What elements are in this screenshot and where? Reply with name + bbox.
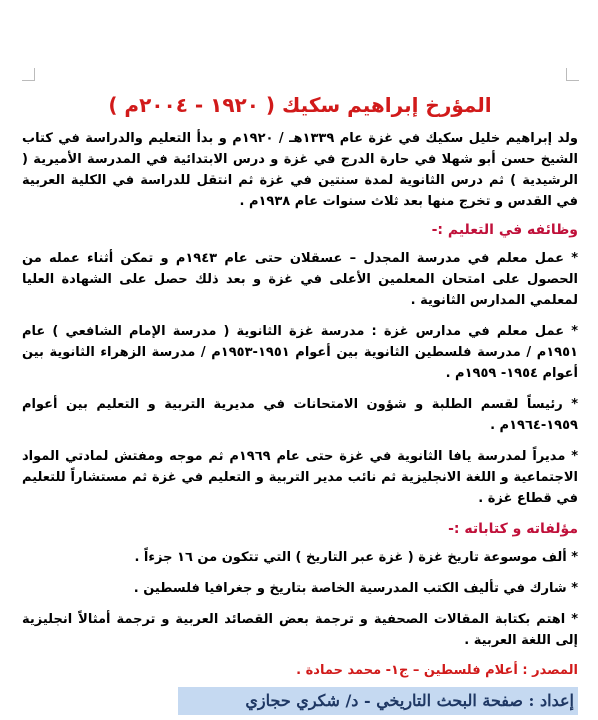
job-item-2: * عمل معلم في مدارس غزة : مدرسة غزة الثانوية ( مدرسة الإمام الشافعي ) عام ١٩٥١م / مدرسة فلسطين الثانوية بين أعوام ١٩٥١-١٩٥٣م / مدرسة الزهراء الثانوية بين أعوام ١٩٥٤- ١٩٥٩م . — [22, 324, 578, 381]
document-body — [22, 88, 578, 715]
crop-mark-top-left — [22, 68, 35, 81]
document-title: المؤرخ إبراهيم سكيك ( ١٩٢٠ - ٢٠٠٤م ) — [108, 93, 492, 117]
job-item-4: * مديراً لمدرسة يافا الثانوية في غزة حتى عام ١٩٦٩م ثم موجه ومفتش لمادتي المواد الاجتماعية و اللغة الانجليزية ثم نائب مدير التربية و التعليم في غزة ثم مستشاراً للتعليم في قطاع غزة . — [22, 449, 578, 506]
job-item-1: * عمل معلم في مدرسة المجدل – عسقلان حتى عام ١٩٤٣م و تمكن أثناء عمله من الحصول على امتحان المعلمين الأعلى في غزة و بعد ذلك حصل على الشهادة العليا لمعلمي المدارس الثانوية . — [22, 251, 578, 308]
intro-paragraph: ولد إبراهيم خليل سكيك في غزة عام ١٣٣٩هـ / ١٩٢٠م و بدأ التعليم والدراسة في كتاب الشيخ حسن أبو شهلا في حارة الدرج في غزة و درس الابتدائية في المدرسة الأميرية ( الرشيدية ) ثم درس الثانوية لمدة سنتين في غزة ثم انتقل للدراسة في الكلية العربية في القدس و تخرج منها بعد ثلاث سنوات عام ١٩٣٨م . — [22, 131, 578, 209]
work-item-2: * شارك في تأليف الكتب المدرسية الخاصة بتاريخ و جغرافيا فلسطين . — [133, 581, 578, 596]
work-item-3: * اهتم بكتابة المقالات الصحفية و ترجمة بعض القصائد العربية و ترجمة أمثالاً انجليزية إلى اللغة العربية . — [22, 612, 578, 648]
prepared-by-credit: إعداد : صفحة البحث التاريخي - د/ شكري حجازي — [178, 687, 578, 715]
works-heading: مؤلفاته و كتاباته :- — [448, 521, 578, 537]
source-citation: المصدر : أعلام فلسطين – ج١- محمد حمادة . — [296, 663, 578, 678]
work-item-1: * ألف موسوعة تاريخ غزة ( غزة عبر التاريخ ) التي تتكون من ١٦ جزءاً . — [134, 550, 578, 565]
crop-mark-top-right — [566, 68, 579, 81]
job-item-3: * رئيساً لقسم الطلبة و شؤون الامتحانات في مديرية التربية و التعليم بين أعوام ١٩٥٩-١٩٦٤م . — [22, 397, 578, 433]
jobs-heading: وظائفه في التعليم :- — [431, 222, 578, 238]
